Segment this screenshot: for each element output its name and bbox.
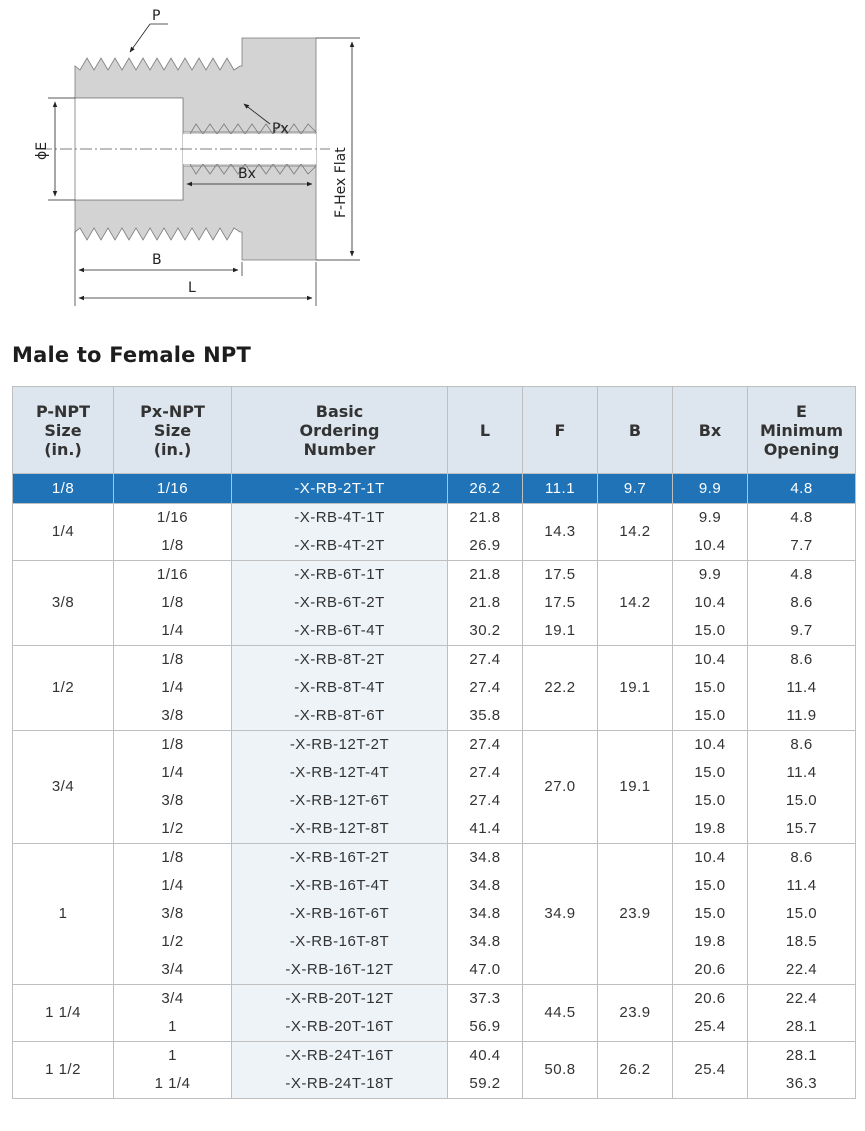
cell-l: 40.4 bbox=[448, 1042, 523, 1071]
px-label: Px bbox=[272, 121, 289, 137]
cell-l: 27.4 bbox=[448, 787, 523, 815]
cell-px-npt: 1/8 bbox=[114, 646, 232, 675]
cell-bx: 15.0 bbox=[673, 900, 748, 928]
header-b: B bbox=[598, 387, 673, 474]
cell-e: 11.4 bbox=[748, 872, 856, 900]
cell-l: 34.8 bbox=[448, 928, 523, 956]
cell-px-npt: 3/4 bbox=[114, 985, 232, 1014]
cell-b: 14.2 bbox=[598, 504, 673, 561]
cell-p-npt: 3/4 bbox=[13, 731, 114, 844]
cell-l: 56.9 bbox=[448, 1013, 523, 1042]
phi-e-label: ϕE bbox=[34, 141, 50, 160]
cell-e: 7.7 bbox=[748, 532, 856, 561]
cell-e: 9.7 bbox=[748, 617, 856, 646]
cell-e: 15.0 bbox=[748, 900, 856, 928]
cell-bx: 20.6 bbox=[673, 956, 748, 985]
cell-b: 14.2 bbox=[598, 561, 673, 646]
cell-e: 11.9 bbox=[748, 702, 856, 731]
cell-f: 11.1 bbox=[523, 474, 598, 504]
cell-bx: 15.0 bbox=[673, 702, 748, 731]
cell-bx: 15.0 bbox=[673, 872, 748, 900]
cell-ordering-number: -X-RB-12T-6T bbox=[232, 787, 448, 815]
cell-ordering-number: -X-RB-6T-2T bbox=[232, 589, 448, 617]
table-row bbox=[13, 674, 856, 702]
cell-ordering-number: -X-RB-12T-8T bbox=[232, 815, 448, 844]
table-header-row bbox=[13, 387, 856, 474]
table-row bbox=[13, 561, 856, 590]
cell-ordering-number: -X-RB-8T-2T bbox=[232, 646, 448, 675]
table-row bbox=[13, 474, 856, 504]
cell-f: 27.0 bbox=[523, 731, 598, 844]
cell-f: 17.5 bbox=[523, 589, 598, 617]
table-row bbox=[13, 646, 856, 675]
cell-ordering-number: -X-RB-4T-2T bbox=[232, 532, 448, 561]
b-label: B bbox=[152, 252, 162, 268]
cell-bx: 20.6 bbox=[673, 985, 748, 1014]
cell-ordering-number: -X-RB-20T-16T bbox=[232, 1013, 448, 1042]
cell-px-npt: 1/8 bbox=[114, 844, 232, 873]
cell-bx: 25.4 bbox=[673, 1013, 748, 1042]
cell-l: 34.8 bbox=[448, 872, 523, 900]
cell-f: 22.2 bbox=[523, 646, 598, 731]
cell-ordering-number: -X-RB-16T-4T bbox=[232, 872, 448, 900]
cell-f: 50.8 bbox=[523, 1042, 598, 1099]
cell-l: 41.4 bbox=[448, 815, 523, 844]
cell-e: 11.4 bbox=[748, 759, 856, 787]
cell-ordering-number: -X-RB-8T-6T bbox=[232, 702, 448, 731]
fitting-diagram bbox=[0, 0, 380, 320]
cell-ordering-number: -X-RB-6T-1T bbox=[232, 561, 448, 590]
cell-bx: 10.4 bbox=[673, 589, 748, 617]
cell-l: 37.3 bbox=[448, 985, 523, 1014]
cell-e: 11.4 bbox=[748, 674, 856, 702]
cell-p-npt: 1/8 bbox=[13, 474, 114, 504]
cell-bx: 9.9 bbox=[673, 561, 748, 590]
cell-l: 21.8 bbox=[448, 589, 523, 617]
cell-f: 44.5 bbox=[523, 985, 598, 1042]
cell-e: 8.6 bbox=[748, 731, 856, 760]
cell-e: 22.4 bbox=[748, 985, 856, 1014]
cell-bx: 9.9 bbox=[673, 474, 748, 504]
cell-bx: 15.0 bbox=[673, 674, 748, 702]
p-label: P bbox=[152, 8, 161, 24]
cell-ordering-number: -X-RB-24T-18T bbox=[232, 1070, 448, 1099]
cell-bx: 10.4 bbox=[673, 731, 748, 760]
table-row bbox=[13, 504, 856, 533]
cell-l: 59.2 bbox=[448, 1070, 523, 1099]
table-row bbox=[13, 872, 856, 900]
cell-ordering-number: -X-RB-6T-4T bbox=[232, 617, 448, 646]
table-row bbox=[13, 815, 856, 844]
cell-px-npt: 1/4 bbox=[114, 759, 232, 787]
cell-bx: 15.0 bbox=[673, 787, 748, 815]
cell-b: 19.1 bbox=[598, 731, 673, 844]
header-f: F bbox=[523, 387, 598, 474]
cell-f: 14.3 bbox=[523, 504, 598, 561]
table-row bbox=[13, 1013, 856, 1042]
header-bx: Bx bbox=[673, 387, 748, 474]
cell-px-npt: 1/16 bbox=[114, 561, 232, 590]
cell-px-npt: 3/4 bbox=[114, 956, 232, 985]
cell-b: 23.9 bbox=[598, 844, 673, 985]
table-row bbox=[13, 787, 856, 815]
cell-ordering-number: -X-RB-16T-2T bbox=[232, 844, 448, 873]
f-hex-label: F-Hex Flat bbox=[333, 147, 349, 218]
cell-b: 19.1 bbox=[598, 646, 673, 731]
cell-l: 30.2 bbox=[448, 617, 523, 646]
cell-l: 27.4 bbox=[448, 731, 523, 760]
cell-px-npt: 1/2 bbox=[114, 928, 232, 956]
section-title: Male to Female NPT bbox=[12, 343, 252, 367]
cell-px-npt: 3/8 bbox=[114, 787, 232, 815]
cell-ordering-number: -X-RB-4T-1T bbox=[232, 504, 448, 533]
cell-e: 36.3 bbox=[748, 1070, 856, 1099]
cell-e: 4.8 bbox=[748, 504, 856, 533]
cell-bx: 10.4 bbox=[673, 646, 748, 675]
cell-px-npt: 1 1/4 bbox=[114, 1070, 232, 1099]
cell-e: 8.6 bbox=[748, 589, 856, 617]
cell-p-npt: 1 1/4 bbox=[13, 985, 114, 1042]
cell-bx: 10.4 bbox=[673, 532, 748, 561]
spec-table bbox=[12, 386, 856, 1099]
cell-px-npt: 1 bbox=[114, 1042, 232, 1071]
cell-p-npt: 3/8 bbox=[13, 561, 114, 646]
table-row bbox=[13, 702, 856, 731]
table-row bbox=[13, 589, 856, 617]
cell-px-npt: 1/4 bbox=[114, 617, 232, 646]
table-row bbox=[13, 532, 856, 561]
cell-ordering-number: -X-RB-12T-4T bbox=[232, 759, 448, 787]
cell-ordering-number: -X-RB-16T-12T bbox=[232, 956, 448, 985]
cell-ordering-number: -X-RB-16T-6T bbox=[232, 900, 448, 928]
cell-l: 27.4 bbox=[448, 674, 523, 702]
table-row bbox=[13, 617, 856, 646]
cell-px-npt: 1/4 bbox=[114, 872, 232, 900]
cell-p-npt: 1/4 bbox=[13, 504, 114, 561]
cell-bx: 19.8 bbox=[673, 928, 748, 956]
header-ordering: Basic Ordering Number bbox=[232, 387, 448, 474]
cell-e: 4.8 bbox=[748, 474, 856, 504]
header-l: L bbox=[448, 387, 523, 474]
bx-label: Bx bbox=[238, 166, 256, 182]
cell-f: 19.1 bbox=[523, 617, 598, 646]
cell-px-npt: 1/2 bbox=[114, 815, 232, 844]
table-row bbox=[13, 985, 856, 1014]
cell-l: 27.4 bbox=[448, 759, 523, 787]
cell-l: 26.2 bbox=[448, 474, 523, 504]
cell-px-npt: 3/8 bbox=[114, 702, 232, 731]
cell-bx: 19.8 bbox=[673, 815, 748, 844]
cell-b: 9.7 bbox=[598, 474, 673, 504]
cell-l: 35.8 bbox=[448, 702, 523, 731]
cell-l: 26.9 bbox=[448, 532, 523, 561]
cell-p-npt: 1/2 bbox=[13, 646, 114, 731]
cell-l: 21.8 bbox=[448, 561, 523, 590]
cell-ordering-number: -X-RB-12T-2T bbox=[232, 731, 448, 760]
table-row bbox=[13, 759, 856, 787]
cell-px-npt: 1/16 bbox=[114, 504, 232, 533]
cell-e: 28.1 bbox=[748, 1013, 856, 1042]
table-body bbox=[13, 474, 856, 1099]
cell-bx: 10.4 bbox=[673, 844, 748, 873]
cell-bx: 15.0 bbox=[673, 759, 748, 787]
cell-p-npt: 1 1/2 bbox=[13, 1042, 114, 1099]
cell-e: 4.8 bbox=[748, 561, 856, 590]
cell-e: 15.7 bbox=[748, 815, 856, 844]
cell-l: 34.8 bbox=[448, 844, 523, 873]
cell-e: 8.6 bbox=[748, 646, 856, 675]
cell-px-npt: 3/8 bbox=[114, 900, 232, 928]
l-label: L bbox=[188, 280, 196, 296]
table-row bbox=[13, 900, 856, 928]
table-row bbox=[13, 928, 856, 956]
table-row bbox=[13, 1042, 856, 1071]
cell-ordering-number: -X-RB-8T-4T bbox=[232, 674, 448, 702]
cell-b: 23.9 bbox=[598, 985, 673, 1042]
header-p-npt: P-NPT Size (in.) bbox=[13, 387, 114, 474]
header-px-npt: Px-NPT Size (in.) bbox=[114, 387, 232, 474]
cell-bx: 25.4 bbox=[673, 1042, 748, 1099]
cell-l: 27.4 bbox=[448, 646, 523, 675]
cell-e: 22.4 bbox=[748, 956, 856, 985]
cell-px-npt: 1/8 bbox=[114, 532, 232, 561]
table-row bbox=[13, 956, 856, 985]
cell-e: 8.6 bbox=[748, 844, 856, 873]
table-row bbox=[13, 731, 856, 760]
cell-px-npt: 1/8 bbox=[114, 731, 232, 760]
cell-ordering-number: -X-RB-24T-16T bbox=[232, 1042, 448, 1071]
cell-b: 26.2 bbox=[598, 1042, 673, 1099]
cell-ordering-number: -X-RB-2T-1T bbox=[232, 474, 448, 504]
table-row bbox=[13, 844, 856, 873]
cell-px-npt: 1/16 bbox=[114, 474, 232, 504]
cell-l: 34.8 bbox=[448, 900, 523, 928]
cell-ordering-number: -X-RB-20T-12T bbox=[232, 985, 448, 1014]
cell-ordering-number: -X-RB-16T-8T bbox=[232, 928, 448, 956]
cell-l: 21.8 bbox=[448, 504, 523, 533]
cell-f: 17.5 bbox=[523, 561, 598, 590]
header-e: E Minimum Opening bbox=[748, 387, 856, 474]
cell-bx: 9.9 bbox=[673, 504, 748, 533]
cell-e: 15.0 bbox=[748, 787, 856, 815]
cell-px-npt: 1/4 bbox=[114, 674, 232, 702]
cell-p-npt: 1 bbox=[13, 844, 114, 985]
cell-bx: 15.0 bbox=[673, 617, 748, 646]
cell-f: 34.9 bbox=[523, 844, 598, 985]
cell-px-npt: 1/8 bbox=[114, 589, 232, 617]
cell-px-npt: 1 bbox=[114, 1013, 232, 1042]
cell-e: 18.5 bbox=[748, 928, 856, 956]
cell-l: 47.0 bbox=[448, 956, 523, 985]
cell-e: 28.1 bbox=[748, 1042, 856, 1071]
